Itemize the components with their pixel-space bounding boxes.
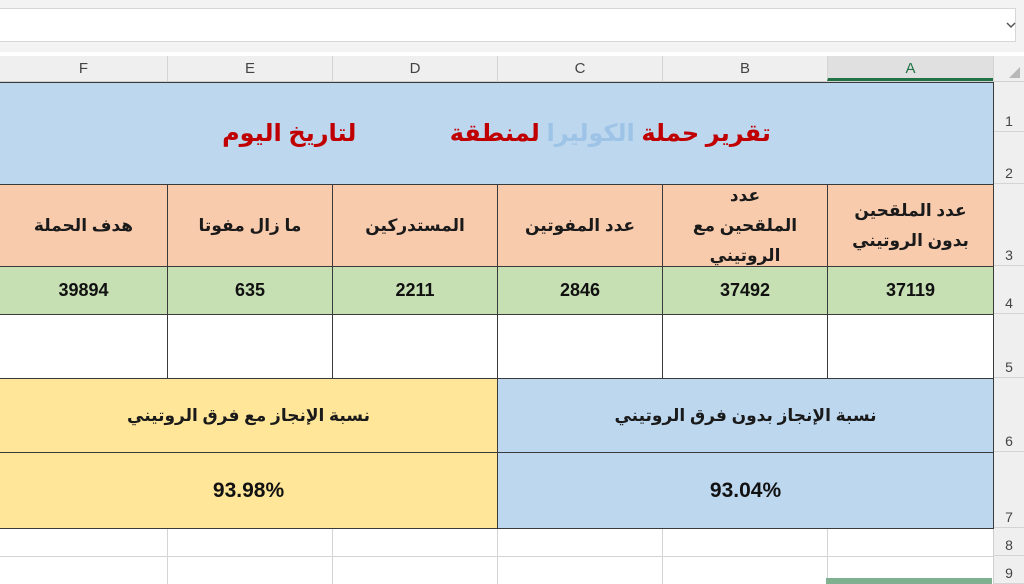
gridline-col-d — [332, 529, 333, 584]
column-header-row — [0, 56, 1024, 82]
title-part-campaign: تقرير حملة — [641, 120, 771, 147]
row-header-7[interactable]: 7 — [993, 452, 1024, 528]
row-header-5[interactable]: 5 — [993, 314, 1024, 378]
rate-without-routine-label-cell[interactable] — [497, 378, 994, 453]
formula-bar — [0, 0, 1024, 52]
row-header-2[interactable]: 2 — [993, 132, 1024, 184]
header-cell-d[interactable] — [332, 184, 498, 267]
column-header-c[interactable]: C — [497, 56, 662, 81]
formula-input[interactable] — [0, 8, 1016, 42]
gridline-col-a — [827, 529, 828, 584]
rate-with-routine-label-cell[interactable] — [0, 378, 498, 453]
row-header-1[interactable]: 1 — [993, 82, 1024, 132]
empty-cell-a5[interactable] — [827, 314, 994, 379]
rate-with-routine-value: 93.98% — [212, 478, 285, 502]
rate-with-routine-value-cell[interactable] — [0, 452, 498, 529]
gridline-col-c — [497, 529, 498, 584]
title-part-region: الكوليرا — [546, 120, 635, 147]
select-all-corner[interactable] — [993, 56, 1024, 81]
row-header-8[interactable]: 8 — [993, 528, 1024, 556]
empty-cell-c5[interactable] — [497, 314, 663, 379]
row-header-3[interactable]: 3 — [993, 184, 1024, 266]
chevron-down-icon[interactable] — [1004, 18, 1018, 32]
header-cell-e[interactable] — [167, 184, 333, 267]
header-label-c: عدد المفوتين — [525, 215, 636, 235]
header-label-a: عدد الملقحين بدون الروتيني — [852, 200, 969, 250]
gridline-col-e — [167, 529, 168, 584]
rate-without-routine-label: نسبة الإنجاز بدون فرق الروتيني — [614, 405, 877, 425]
rate-with-routine-label: نسبة الإنجاز مع فرق الروتيني — [127, 405, 370, 425]
selection-indicator — [826, 578, 992, 584]
header-cell-c[interactable] — [497, 184, 663, 267]
empty-cell-b5[interactable] — [662, 314, 828, 379]
column-header-a[interactable]: A — [827, 56, 993, 81]
header-cell-a[interactable] — [827, 184, 994, 267]
rate-without-routine-value: 93.04% — [709, 478, 782, 502]
row-header-6[interactable]: 6 — [993, 378, 1024, 452]
row-header-4[interactable]: 4 — [993, 266, 1024, 314]
value-cell-e[interactable]: 635 — [167, 266, 333, 315]
value-cell-a[interactable]: 37119 — [827, 266, 994, 315]
row-header-9[interactable]: 9 — [993, 556, 1024, 584]
column-header-d[interactable]: D — [332, 56, 497, 81]
header-label-d: المستدركين — [365, 215, 465, 235]
header-cell-b[interactable] — [662, 184, 828, 267]
gridline-col-b — [662, 529, 663, 584]
value-cell-d[interactable]: 2211 — [332, 266, 498, 315]
empty-cell-e5[interactable] — [167, 314, 333, 379]
header-label-b: عدد الملقحين مع الروتيني — [692, 185, 798, 265]
value-cell-b[interactable]: 37492 — [662, 266, 828, 315]
title-part-area: لمنطقة — [449, 120, 540, 147]
report-title-cell[interactable] — [0, 82, 994, 185]
value-cell-f[interactable]: 39894 — [0, 266, 168, 315]
value-cell-c[interactable]: 2846 — [497, 266, 663, 315]
empty-cell-f5[interactable] — [0, 314, 168, 379]
header-label-f: هدف الحملة — [33, 215, 134, 235]
header-cell-f[interactable] — [0, 184, 168, 267]
column-header-e[interactable]: E — [167, 56, 332, 81]
select-all-triangle-icon — [1009, 67, 1020, 78]
empty-cell-d5[interactable] — [332, 314, 498, 379]
column-header-f[interactable]: F — [78, 60, 89, 77]
title-part-date: لتاريخ اليوم — [222, 120, 357, 147]
rate-without-routine-value-cell[interactable] — [497, 452, 994, 529]
header-label-e: ما زال مفوتا — [198, 215, 302, 235]
report-title — [222, 119, 771, 148]
column-header-b[interactable]: B — [662, 56, 827, 81]
